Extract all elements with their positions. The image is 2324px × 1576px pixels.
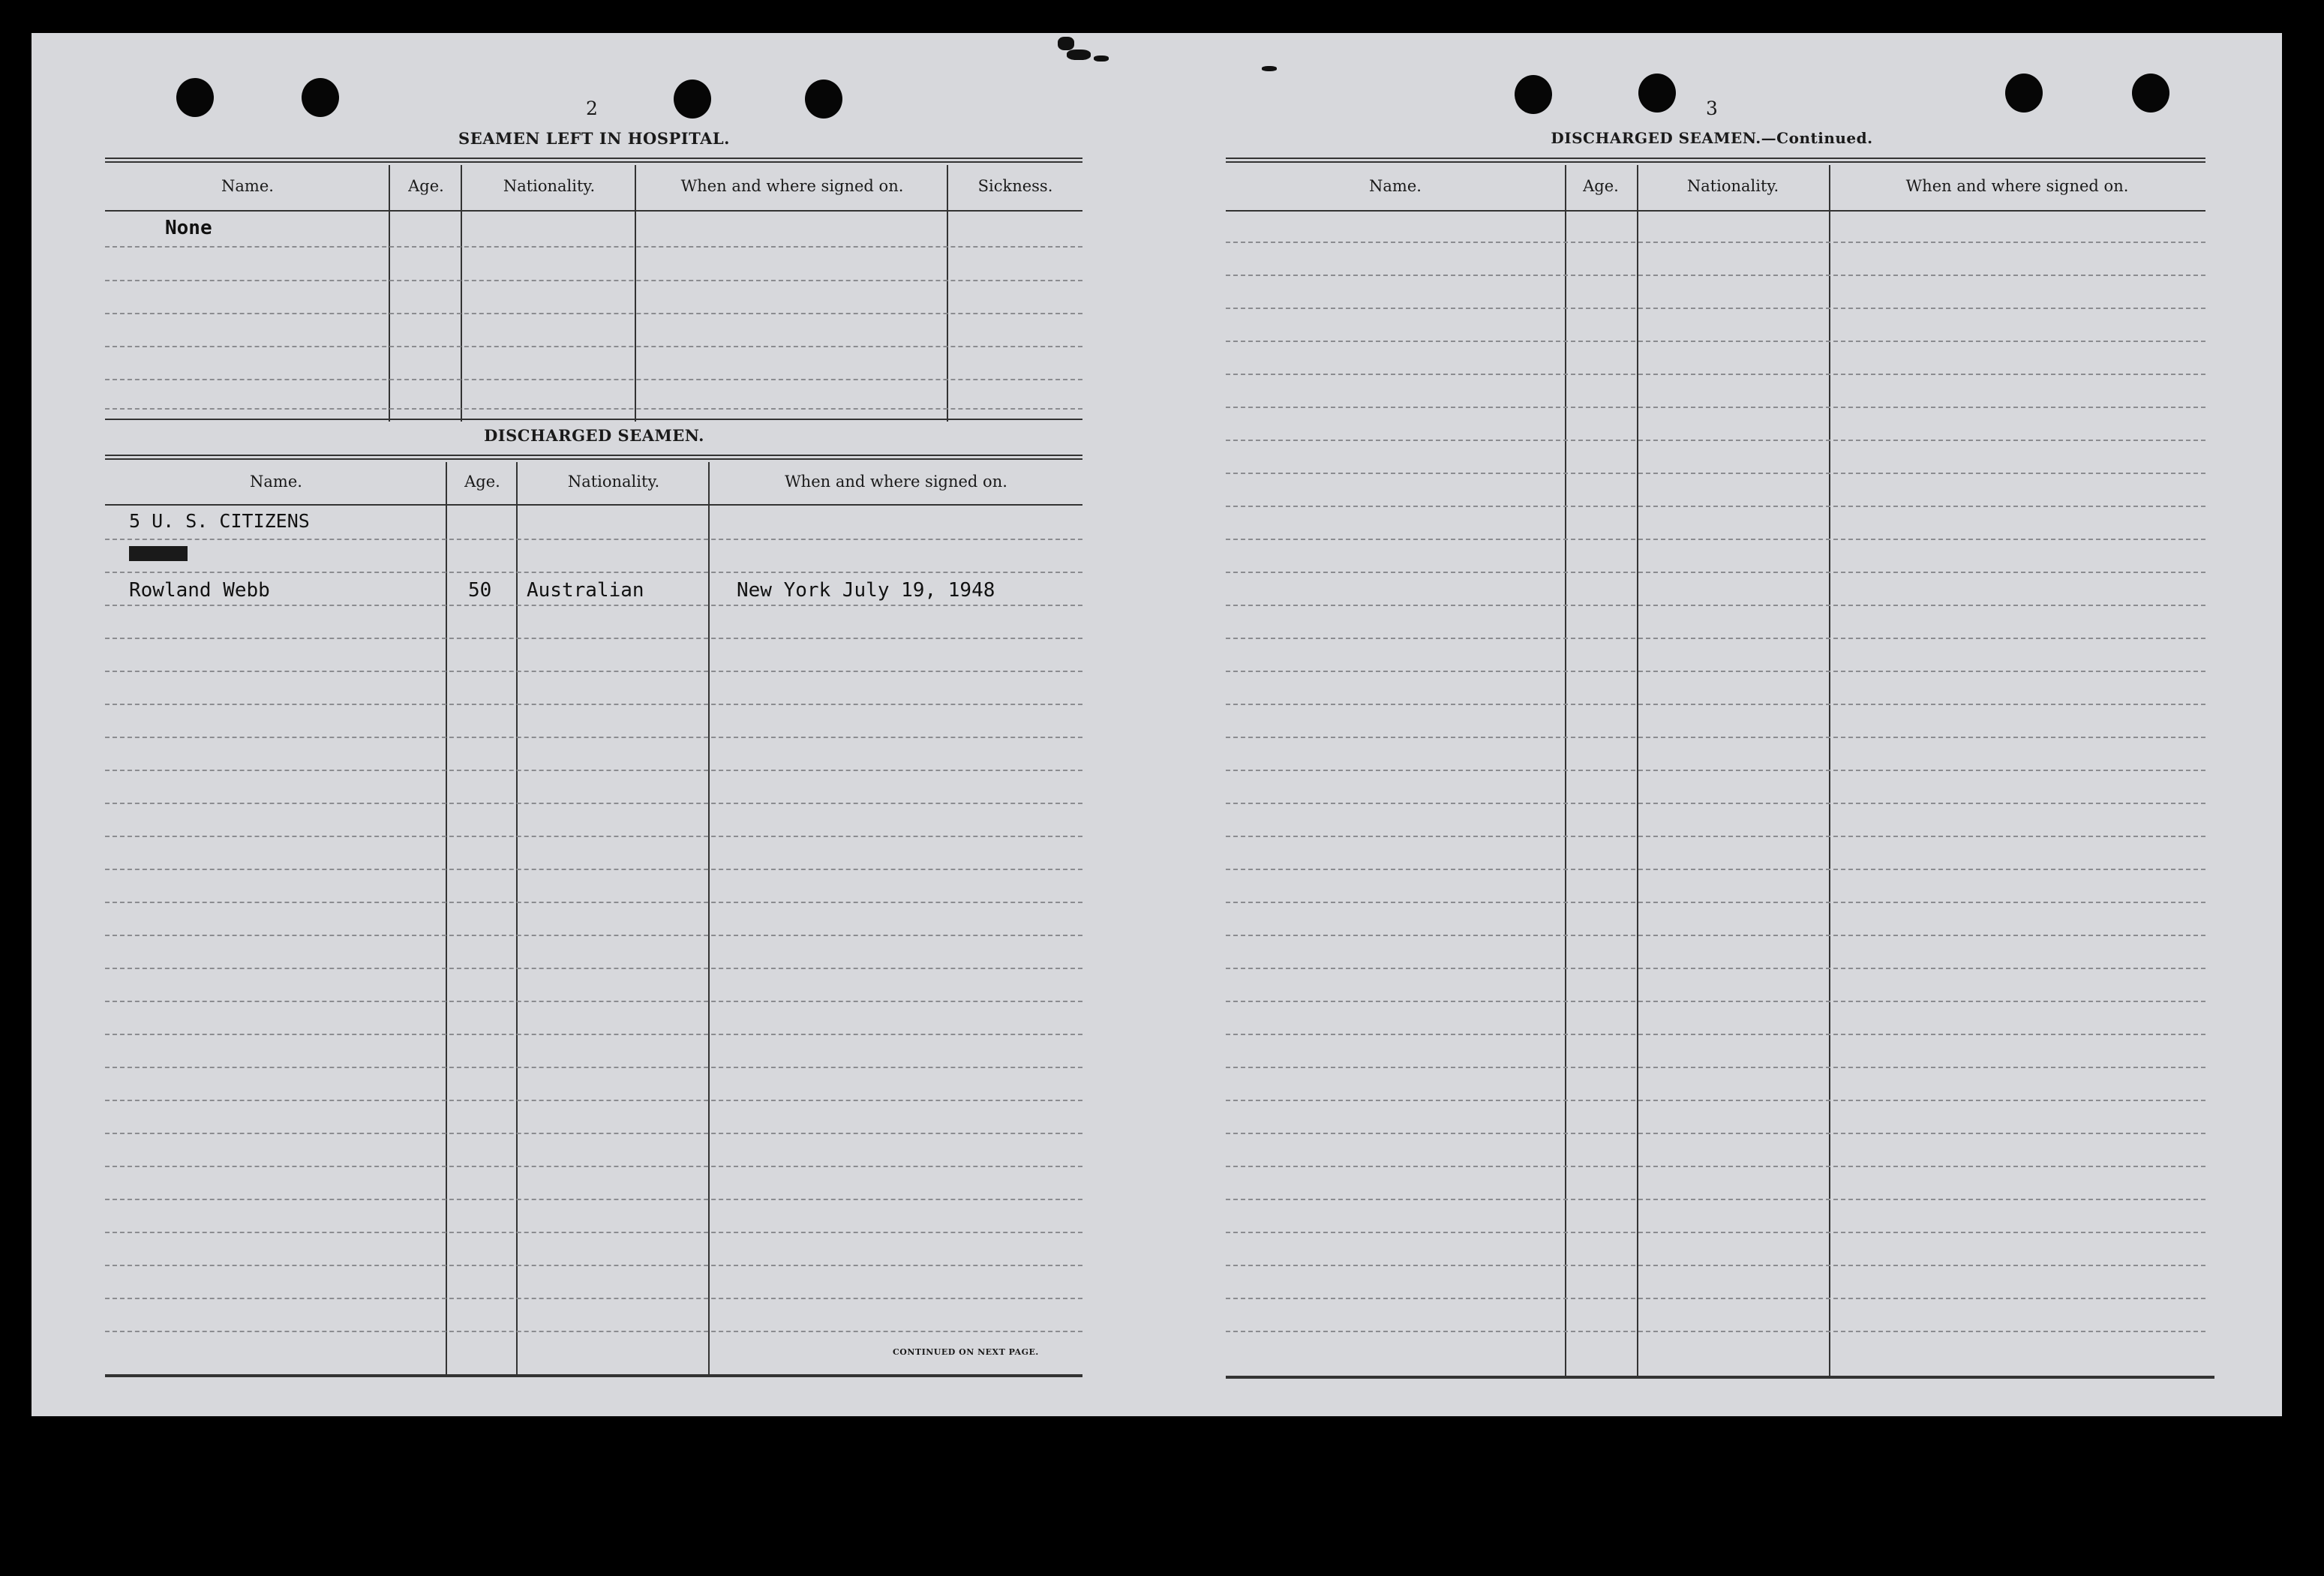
punch-hole	[1638, 74, 1676, 113]
hospital-col-nationality: Nationality.	[503, 177, 596, 195]
discharged-col-divider	[446, 462, 447, 1376]
row-line	[1226, 671, 2205, 672]
row-line	[1226, 1166, 2205, 1167]
row-line	[1226, 1100, 2205, 1101]
hospital-top-rule	[105, 158, 1082, 163]
page-number-left: 2	[586, 98, 598, 119]
row-line	[1226, 473, 2205, 474]
punch-hole	[2132, 74, 2169, 113]
row-line	[1226, 440, 2205, 441]
discharged-note: 5 U. S. CITIZENS	[129, 510, 310, 532]
row-line	[1226, 770, 2205, 771]
row-line	[1226, 275, 2205, 276]
seaman-nationality: Australian	[527, 579, 644, 602]
row-line	[105, 836, 1082, 837]
discharged-col-signed-on: When and where signed on.	[785, 473, 1007, 491]
hospital-header-rule	[105, 210, 1082, 212]
row-line	[105, 968, 1082, 969]
right-col-age: Age.	[1583, 177, 1619, 195]
row-line	[1226, 638, 2205, 639]
hospital-col-signed-on: When and where signed on.	[680, 177, 904, 195]
seaman-age: 50	[468, 579, 492, 602]
hospital-col-divider	[635, 165, 636, 422]
hospital-col-divider	[389, 165, 390, 422]
ink-blot	[1094, 56, 1109, 62]
right-header-rule	[1226, 210, 2205, 212]
hospital-row-line	[105, 313, 1082, 314]
row-line	[105, 605, 1082, 606]
row-line	[105, 1100, 1082, 1101]
hospital-section-title: SEAMEN LEFT IN HOSPITAL.	[458, 129, 730, 148]
discharged-col-divider	[516, 462, 518, 1376]
hospital-row-line	[105, 379, 1082, 380]
row-line	[105, 671, 1082, 672]
row-line	[1226, 968, 2205, 969]
row-line	[105, 737, 1082, 738]
row-line	[105, 803, 1082, 804]
hospital-col-divider	[947, 165, 948, 422]
hospital-row-line	[105, 246, 1082, 248]
row-line	[1226, 242, 2205, 243]
page-number-right: 3	[1706, 98, 1718, 119]
row-line	[1226, 836, 2205, 837]
right-col-signed-on: When and where signed on.	[1905, 177, 2129, 195]
row-line	[105, 1298, 1082, 1299]
punch-hole	[302, 78, 339, 117]
row-line	[1226, 803, 2205, 804]
row-line	[105, 638, 1082, 639]
punch-hole	[176, 78, 214, 117]
punch-hole	[674, 80, 711, 119]
row-line	[105, 902, 1082, 903]
row-line	[105, 1232, 1082, 1233]
row-line	[1226, 1265, 2205, 1266]
row-line	[1226, 1298, 2205, 1299]
ledger-sheet	[32, 33, 2282, 1416]
hospital-col-sickness: Sickness.	[977, 177, 1053, 195]
row-line	[1226, 935, 2205, 936]
ink-blot	[1067, 50, 1091, 60]
right-col-nationality: Nationality.	[1686, 177, 1779, 195]
hospital-col-age: Age.	[408, 177, 444, 195]
discharged-col-age: Age.	[464, 473, 500, 491]
hospital-row-line	[105, 280, 1082, 281]
hospital-col-divider	[461, 165, 462, 422]
row-line	[1226, 1133, 2205, 1134]
row-line	[105, 1067, 1082, 1068]
row-line	[1226, 869, 2205, 870]
row-line	[1226, 737, 2205, 738]
row-line	[1226, 1232, 2205, 1233]
row-line	[1226, 1331, 2205, 1332]
row-line	[1226, 1034, 2205, 1035]
row-line	[105, 1199, 1082, 1200]
row-line	[105, 572, 1082, 573]
row-line	[1226, 605, 2205, 606]
row-line	[1226, 341, 2205, 342]
row-line	[105, 539, 1082, 540]
discharged-col-nationality: Nationality.	[567, 473, 660, 491]
struck-out-text	[129, 546, 188, 561]
row-line	[105, 935, 1082, 936]
row-line	[1226, 1199, 2205, 1200]
right-top-rule	[1226, 158, 2205, 163]
row-line	[1226, 572, 2205, 573]
row-line	[105, 869, 1082, 870]
discharged-top-rule	[105, 455, 1082, 460]
seaman-signed-on: New York July 19, 1948	[737, 579, 995, 602]
continued-footer: CONTINUED ON NEXT PAGE.	[893, 1347, 1039, 1357]
right-col-name: Name.	[1369, 177, 1422, 195]
row-line	[105, 770, 1082, 771]
row-line	[105, 1034, 1082, 1035]
row-line	[105, 1166, 1082, 1167]
row-line	[1226, 374, 2205, 375]
row-line	[105, 1133, 1082, 1134]
row-line	[105, 704, 1082, 705]
row-line	[105, 1265, 1082, 1266]
ink-blot	[1262, 66, 1277, 71]
row-line	[1226, 506, 2205, 507]
row-line	[105, 1001, 1082, 1002]
row-line	[105, 1331, 1082, 1332]
row-line	[1226, 1067, 2205, 1068]
discharged-section-title: DISCHARGED SEAMEN.	[484, 426, 704, 445]
discharged-bottom-rule	[105, 1374, 1082, 1377]
row-line	[1226, 902, 2205, 903]
ink-blot	[1058, 37, 1074, 50]
seaman-name: Rowland Webb	[129, 579, 270, 602]
hospital-row-line	[105, 408, 1082, 410]
punch-hole	[1515, 75, 1552, 114]
row-line	[1226, 1001, 2205, 1002]
hospital-bottom-rule	[105, 419, 1082, 420]
hospital-row-line	[105, 346, 1082, 347]
punch-hole	[805, 80, 842, 119]
punch-hole	[2005, 74, 2043, 113]
hospital-entry-none: None	[165, 217, 212, 239]
discharged-col-divider	[708, 462, 710, 1376]
hospital-col-name: Name.	[221, 177, 274, 195]
row-line	[1226, 704, 2205, 705]
discharged-col-name: Name.	[250, 473, 302, 491]
discharged-continued-title: DISCHARGED SEAMEN.—Continued.	[1551, 129, 1873, 147]
row-line	[1226, 407, 2205, 408]
right-bottom-rule	[1226, 1376, 2214, 1379]
row-line	[1226, 539, 2205, 540]
row-line	[1226, 308, 2205, 309]
discharged-header-rule	[105, 504, 1082, 506]
